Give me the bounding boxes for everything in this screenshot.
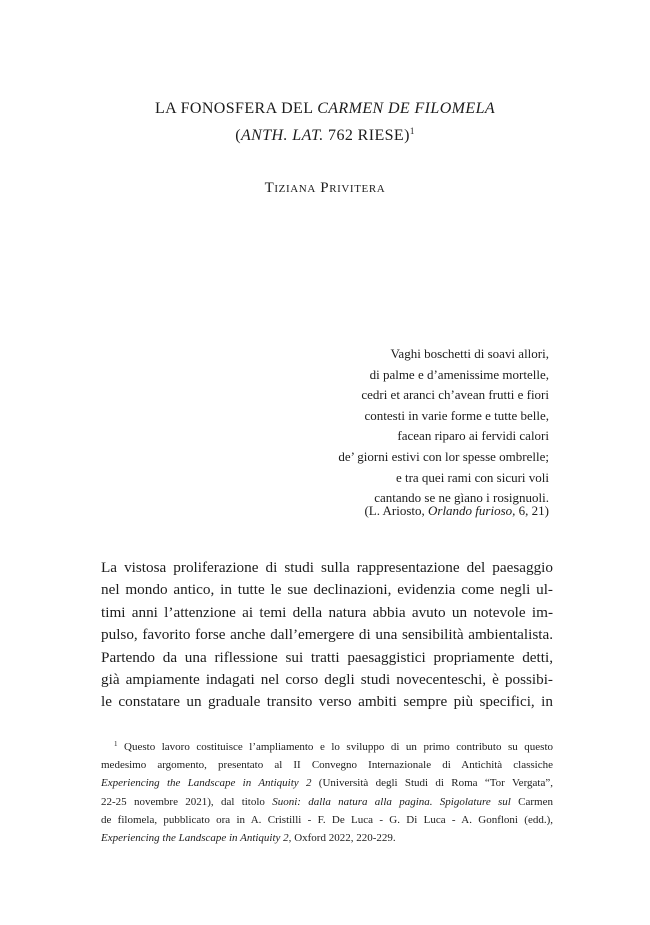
title-line-2: (ANTH. LAT. 762 RIESE)$^1$ xyxy=(235,126,415,144)
body-line: La vistosa proliferazione di studi sulla rappresentazione del paesaggio xyxy=(101,559,553,576)
title-italic-source: ANTH. LAT. xyxy=(240,127,324,144)
epigraph-citation: (L. Ariosto, Orlando furioso, 6, 21) xyxy=(364,503,549,518)
title-line-1: LA FONOSFERA DEL CARMEN DE FILOMELA xyxy=(154,100,496,117)
epigraph-verse: cantando se ne gìano i rosignuoli. xyxy=(374,490,549,506)
body-line: le constatare un graduale transito verso ambiti sempre più specifici, in xyxy=(101,693,553,711)
body-line: Partendo da una riflessione sui tratti paesaggistici propriamente detti, xyxy=(101,648,553,666)
epigraph-verse: e tra quei rami con sicuri voli xyxy=(395,469,549,485)
footnote-line: 22-25 novembre 2021), dal titolo Suoni: dalla natura alla pagina. Spigolature sul Carmen xyxy=(101,795,553,808)
author-name: Tiziana Privitera xyxy=(264,180,386,196)
footnote-line: de filomela, pubblicato ora in A. Cristilli - F. De Luca - G. Di Luca - A. Gonfloni (edd.), xyxy=(101,813,553,826)
epigraph-verse: contesti in varie forme e tutte belle, xyxy=(364,407,549,423)
epigraph-verse: di palme e d’amenissime mortelle, xyxy=(369,366,549,382)
footnote-line: medesimo argomento, presentato al II Convegno Internazionale di Antichità classiche xyxy=(101,759,553,772)
footnote xyxy=(101,735,553,847)
body-paragraph xyxy=(101,557,553,714)
footnote-line: Experiencing the Landscape in Antiquity 2 (Università degli Studi di Roma “Tor Vergata”, xyxy=(101,777,553,790)
title-footnote-mark[interactable]: 1 xyxy=(409,126,415,136)
epigraph-verse: Vaghi boschetti di soavi allori, xyxy=(390,346,549,361)
body-line: nel mondo antico, in tutte le sue declinazioni, evidenzia come negli ul- xyxy=(101,581,553,599)
epigraph-verse: facean riparo ai fervidi calori xyxy=(397,428,549,444)
epigraph-verse: de’ giorni estivi con lor spesse ombrelle; xyxy=(338,448,549,464)
epigraph xyxy=(249,344,549,509)
title-italic-work: CARMEN DE FILOMELA xyxy=(317,100,496,117)
footnote-line: Experiencing the Landscape in Antiquity 2, Oxford 2022, 220-229. xyxy=(101,832,396,845)
body-line: pulso, favorito forse anche dall’emergere di una sensibilità ambientalista. xyxy=(101,626,553,644)
footnote-mark: 1 xyxy=(114,740,118,748)
epigraph-verse: cedri et aranci ch’avean frutti e fiori xyxy=(361,387,549,403)
body-line: già ampiamente indagati nel corso degli studi novecenteschi, è possibi- xyxy=(101,671,553,689)
footnote-line: $^1$ Questo lavoro costituisce l’ampliamento e lo sviluppo di un primo contributo su questo xyxy=(114,740,553,753)
body-line: timi anni l’attenzione ai temi della natura abbia avuto un notevole im- xyxy=(101,603,553,621)
